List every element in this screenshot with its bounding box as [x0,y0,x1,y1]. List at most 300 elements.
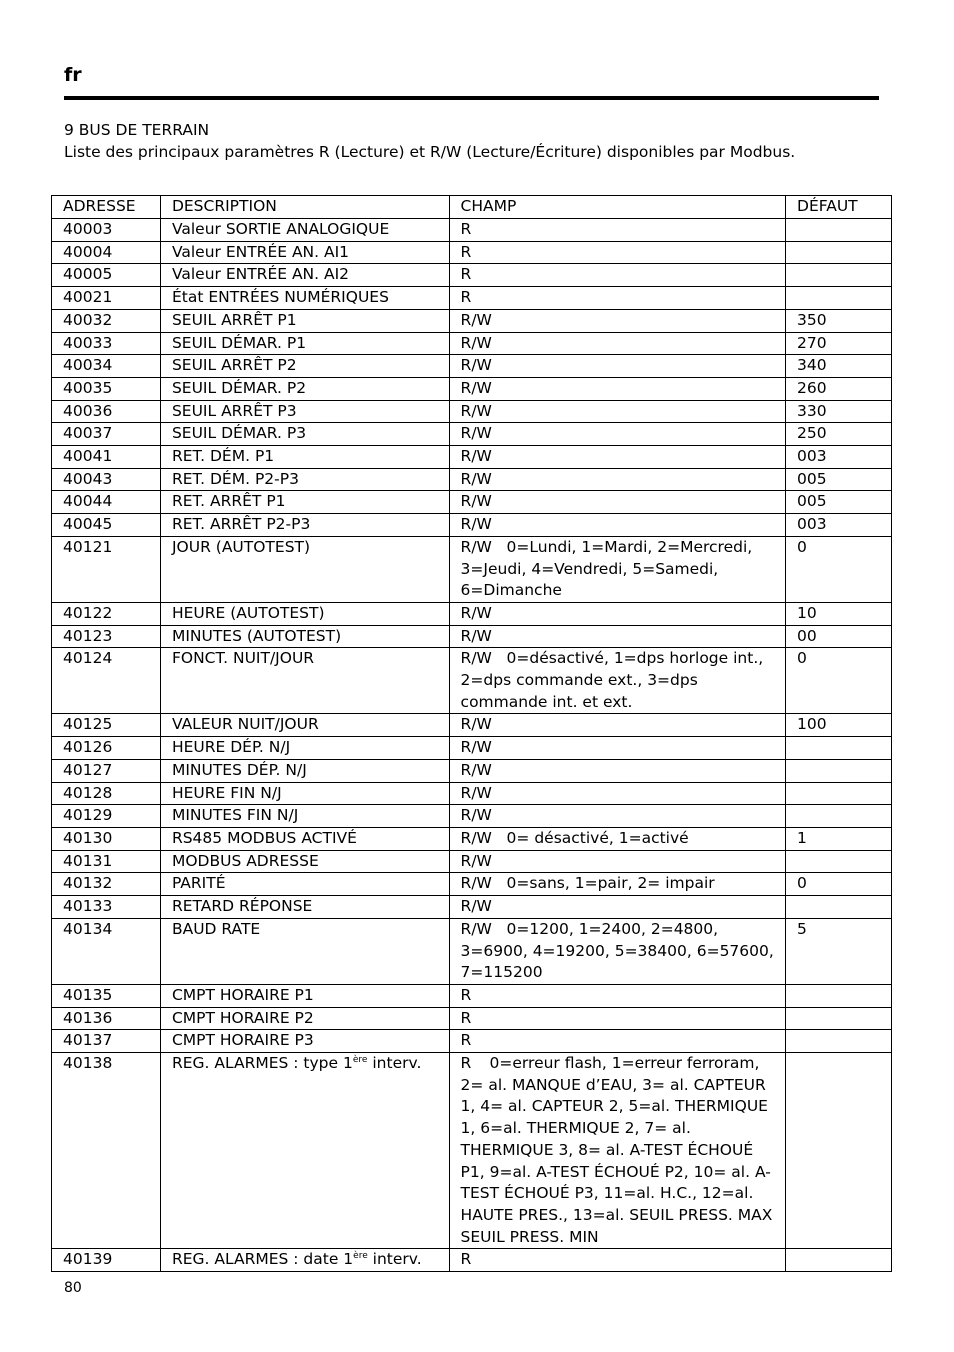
address-value: 40126 [63,738,113,757]
default-cell [786,264,892,287]
access-mode: R/W [460,469,492,488]
description-text: SEUIL ARRÊT P1 [171,310,297,329]
description-superscript: ère [352,1055,368,1066]
column-header-address: ADRESSE [52,196,161,219]
default-value: 003 [797,515,827,534]
default-cell [786,355,892,378]
table-row [52,602,892,625]
column-header-default: DÉFAUT [786,196,892,219]
field-cell [449,873,785,896]
access-mode: R/W [460,851,492,870]
address-cell [52,491,161,514]
description-text: FONCT. NUIT/JOUR [171,649,315,668]
address-cell [52,377,161,400]
field-cell [449,446,785,469]
header-rule [64,96,879,100]
field-detail: 0=Lundi, 1=Mardi, 2=Mercredi, 3=Jeudi, 4=Vendredi, 5=Samedi, 6=Dimanche [460,537,753,600]
description-superscript: ère [353,1251,368,1262]
address-cell [52,468,161,491]
table-row [52,918,892,984]
default-value: 100 [797,715,827,734]
description-text: RS485 MODBUS ACTIVÉ [171,828,357,847]
table-row [52,805,892,828]
access-mode: R/W [460,738,492,757]
language-code: fr [64,64,82,86]
description-cell [160,625,449,648]
default-cell [786,984,892,1007]
description-cell [160,514,449,537]
section-title: 9 BUS DE TERRAIN [64,121,210,139]
default-cell [786,1007,892,1030]
description-cell [160,219,449,242]
address-value: 40041 [63,447,113,466]
access-mode: R/W [460,310,492,329]
access-mode: R [460,1008,472,1027]
description-text: CMPT HORAIRE P1 [171,985,314,1004]
default-cell [786,737,892,760]
modbus-parameters-table [51,195,892,1272]
default-value: 005 [797,492,827,511]
description-cell [160,491,449,514]
description-text: REG. ALARMES : date 1 [171,1250,354,1269]
table-row [52,446,892,469]
default-cell [786,782,892,805]
description-text: RET. ARRÊT P1 [171,492,286,511]
access-mode: R [460,1054,472,1073]
access-mode: R/W [460,537,492,556]
description-cell [160,1007,449,1030]
address-value: 40036 [63,401,113,420]
description-cell [160,918,449,984]
address-cell [52,896,161,919]
description-cell [160,446,449,469]
access-mode: R/W [460,356,492,375]
default-cell [786,602,892,625]
field-cell [449,468,785,491]
default-cell [786,759,892,782]
description-cell [160,241,449,264]
description-cell [160,805,449,828]
address-value: 40004 [63,242,113,261]
address-value: 40131 [63,851,113,870]
default-value: 0 [797,649,807,668]
description-text: SEUIL DÉMAR. P1 [171,333,307,352]
default-cell [786,918,892,984]
field-detail: 0=erreur flash, 1=erreur ferroram, 2= al. MANQUE d’EAU, 3= al. CAPTEUR 1, 4= al. CAPTEUR 2, 5=al. THERMIQUE 1, 6=al. THERMIQUE 2, 7= al. THERMIQUE 3, 8= al. A-TEST ÉCHOUÉ P1, 9=al. A-TEST ÉCHOUÉ P2, 10= al. A-TEST ÉCHOUÉ P3, 11=al. H.C., 12=al. HAUTE PRES., 13=al. SEUIL PRESS. MAX SEUIL PRESS. MIN [460,1054,773,1246]
access-mode: R [460,265,472,284]
description-cell [160,737,449,760]
default-value: 260 [797,378,827,397]
description-text: BAUD RATE [171,919,261,938]
description-suffix: interv. [367,1054,422,1073]
description-text: HEURE (AUTOTEST) [171,603,325,622]
description-text: SEUIL ARRÊT P2 [171,356,297,375]
table-row [52,332,892,355]
default-value: 0 [797,537,807,556]
table-row [52,984,892,1007]
default-cell [786,219,892,242]
field-cell [449,491,785,514]
field-cell [449,1249,785,1272]
field-cell [449,1007,785,1030]
description-cell [160,648,449,714]
default-cell [786,1053,892,1249]
table-header-row [52,196,892,219]
description-text: HEURE FIN N/J [171,783,282,802]
default-value: 0 [797,874,807,893]
field-cell [449,423,785,446]
description-text: Valeur SORTIE ANALOGIQUE [171,220,390,238]
table-row [52,355,892,378]
description-cell [160,873,449,896]
access-mode: R/W [460,603,492,622]
access-mode: R/W [460,515,492,534]
address-cell [52,759,161,782]
address-cell [52,219,161,242]
table-row [52,536,892,602]
description-cell [160,1030,449,1053]
description-cell [160,423,449,446]
field-cell [449,241,785,264]
address-value: 40130 [63,828,113,847]
field-cell [449,309,785,332]
address-cell [52,782,161,805]
default-value: 330 [797,401,827,420]
address-value: 40043 [63,469,113,488]
address-cell [52,873,161,896]
default-cell [786,1030,892,1053]
description-text: MINUTES (AUTOTEST) [171,626,342,645]
default-cell [786,805,892,828]
default-value: 1 [797,828,807,847]
address-value: 40045 [63,515,113,534]
description-text: MODBUS ADRESSE [171,851,319,870]
default-value: 003 [797,447,827,466]
field-detail: 0= désactivé, 1=activé [506,828,689,847]
default-cell [786,287,892,310]
default-cell [786,491,892,514]
address-value: 40032 [63,310,113,329]
address-value: 40137 [63,1031,113,1050]
address-value: 40044 [63,492,113,511]
default-cell [786,400,892,423]
description-text: RETARD RÉPONSE [171,897,313,916]
description-text: MINUTES FIN N/J [171,806,299,825]
address-value: 40138 [63,1054,113,1073]
description-cell [160,827,449,850]
description-text: Valeur ENTRÉE AN. AI2 [171,265,350,284]
default-cell [786,827,892,850]
table-row [52,1053,892,1249]
description-cell [160,1249,449,1272]
table-row [52,491,892,514]
address-value: 40121 [63,537,113,556]
default-cell [786,873,892,896]
address-cell [52,805,161,828]
address-value: 40122 [63,603,113,622]
description-cell [160,264,449,287]
address-value: 40037 [63,424,113,443]
field-cell [449,219,785,242]
default-cell [786,423,892,446]
address-cell [52,850,161,873]
description-text: PARITÉ [171,874,226,893]
address-cell [52,400,161,423]
table-row [52,714,892,737]
address-value: 40005 [63,265,113,284]
table-row [52,1249,892,1272]
section-intro: Liste des principaux paramètres R (Lecture) et R/W (Lecture/Écriture) disponibles par Modbus. [64,143,796,161]
table-row [52,648,892,714]
address-cell [52,984,161,1007]
description-text: RET. ARRÊT P2-P3 [171,515,311,534]
description-text: SEUIL ARRÊT P3 [171,401,297,420]
access-mode: R/W [460,649,492,668]
default-cell [786,1249,892,1272]
description-cell [160,896,449,919]
field-cell [449,264,785,287]
field-cell [449,602,785,625]
description-cell [160,759,449,782]
field-cell [449,737,785,760]
table-row [52,759,892,782]
description-text: SEUIL DÉMAR. P3 [171,424,307,443]
table-row [52,1007,892,1030]
access-mode: R [460,1250,472,1269]
description-cell [160,536,449,602]
address-value: 40003 [63,220,113,238]
table-row [52,896,892,919]
address-value: 40135 [63,985,113,1004]
address-cell [52,714,161,737]
field-cell [449,1053,785,1249]
field-cell [449,514,785,537]
address-cell [52,625,161,648]
description-text: HEURE DÉP. N/J [171,738,291,757]
address-cell [52,1053,161,1249]
table-row [52,1030,892,1053]
access-mode: R/W [460,919,492,938]
field-cell [449,782,785,805]
default-cell [786,332,892,355]
field-cell [449,984,785,1007]
default-value: 10 [797,603,817,622]
address-value: 40134 [63,919,113,938]
address-cell [52,309,161,332]
field-cell [449,287,785,310]
description-cell [160,850,449,873]
table-row [52,625,892,648]
table-row [52,737,892,760]
default-cell [786,714,892,737]
description-text: SEUIL DÉMAR. P2 [171,378,307,397]
address-cell [52,1249,161,1272]
default-cell [786,896,892,919]
address-value: 40132 [63,874,113,893]
default-value: 250 [797,424,827,443]
field-cell [449,759,785,782]
field-cell [449,918,785,984]
field-cell [449,896,785,919]
address-cell [52,355,161,378]
default-cell [786,309,892,332]
table-row [52,827,892,850]
description-text: RET. DÉM. P2-P3 [171,469,299,488]
default-cell [786,625,892,648]
default-value: 350 [797,310,827,329]
description-text: MINUTES DÉP. N/J [171,760,307,779]
access-mode: R [460,242,472,261]
address-cell [52,827,161,850]
access-mode: R/W [460,447,492,466]
description-cell [160,602,449,625]
access-mode: R/W [460,897,492,916]
default-cell [786,377,892,400]
description-cell [160,377,449,400]
field-cell [449,1030,785,1053]
field-cell [449,377,785,400]
description-cell [160,287,449,310]
table-row [52,309,892,332]
access-mode: R/W [460,828,492,847]
default-value: 005 [797,469,827,488]
table-row [52,264,892,287]
description-cell [160,468,449,491]
description-cell [160,332,449,355]
address-cell [52,648,161,714]
field-cell [449,355,785,378]
default-value: 340 [797,356,827,375]
description-text: RET. DÉM. P1 [171,447,275,466]
description-suffix: interv. [367,1250,422,1269]
access-mode: R/W [460,806,492,825]
field-cell [449,332,785,355]
table-row [52,377,892,400]
address-cell [52,602,161,625]
table-row [52,400,892,423]
table-row [52,782,892,805]
field-cell [449,625,785,648]
access-mode: R/W [460,626,492,645]
table-row [52,873,892,896]
default-cell [786,648,892,714]
access-mode: R [460,288,472,307]
access-mode: R [460,985,472,1004]
access-mode: R/W [460,424,492,443]
address-cell [52,737,161,760]
address-value: 40035 [63,378,113,397]
address-value: 40128 [63,783,113,802]
default-cell [786,468,892,491]
access-mode: R/W [460,378,492,397]
field-detail: 0=1200, 1=2400, 2=4800, 3=6900, 4=19200, 5=38400, 6=57600, 7=115200 [460,919,774,982]
table-row [52,287,892,310]
address-cell [52,918,161,984]
field-cell [449,714,785,737]
address-cell [52,423,161,446]
address-cell [52,1030,161,1053]
address-cell [52,287,161,310]
description-cell [160,309,449,332]
table-row [52,514,892,537]
default-value: 270 [797,333,827,352]
access-mode: R [460,1031,472,1050]
address-value: 40125 [63,715,113,734]
description-text: CMPT HORAIRE P2 [171,1008,314,1027]
field-cell [449,850,785,873]
field-detail: 0=sans, 1=pair, 2= impair [506,874,715,893]
column-header-description: DESCRIPTION [160,196,449,219]
address-value: 40021 [63,288,113,307]
default-cell [786,850,892,873]
field-cell [449,536,785,602]
address-cell [52,264,161,287]
address-cell [52,446,161,469]
address-value: 40033 [63,333,113,352]
description-text: REG. ALARMES : type 1 [171,1054,353,1073]
address-value: 40129 [63,806,113,825]
address-value: 40034 [63,356,113,375]
address-cell [52,332,161,355]
default-cell [786,446,892,469]
address-value: 40127 [63,760,113,779]
description-cell [160,984,449,1007]
description-cell [160,400,449,423]
access-mode: R/W [460,783,492,802]
table-row [52,468,892,491]
field-cell [449,400,785,423]
address-value: 40136 [63,1008,113,1027]
default-cell [786,536,892,602]
field-cell [449,805,785,828]
address-cell [52,241,161,264]
field-detail: 0=désactivé, 1=dps horloge int., 2=dps commande ext., 3=dps commande int. et ext. [460,649,764,711]
access-mode: R/W [460,760,492,779]
table-row [52,219,892,242]
access-mode: R/W [460,492,492,511]
access-mode: R [460,220,472,238]
description-cell [160,1053,449,1249]
address-cell [52,514,161,537]
field-cell [449,648,785,714]
description-text: Valeur ENTRÉE AN. AI1 [171,242,350,261]
description-cell [160,782,449,805]
field-cell [449,827,785,850]
address-value: 40124 [63,649,113,668]
default-value: 5 [797,919,807,938]
address-cell [52,1007,161,1030]
address-value: 40133 [63,897,113,916]
access-mode: R/W [460,874,492,893]
description-text: État ENTRÉES NUMÉRIQUES [171,288,389,307]
default-value: 00 [797,626,817,645]
access-mode: R/W [460,333,492,352]
address-cell [52,536,161,602]
table-row [52,850,892,873]
description-text: CMPT HORAIRE P3 [171,1031,314,1050]
page-number: 80 [64,1280,82,1296]
table-row [52,241,892,264]
address-value: 40123 [63,626,113,645]
description-text: JOUR (AUTOTEST) [171,537,311,556]
description-text: VALEUR NUIT/JOUR [171,715,319,734]
description-cell [160,714,449,737]
default-cell [786,514,892,537]
table-row [52,423,892,446]
description-cell [160,355,449,378]
access-mode: R/W [460,401,492,420]
default-cell [786,241,892,264]
